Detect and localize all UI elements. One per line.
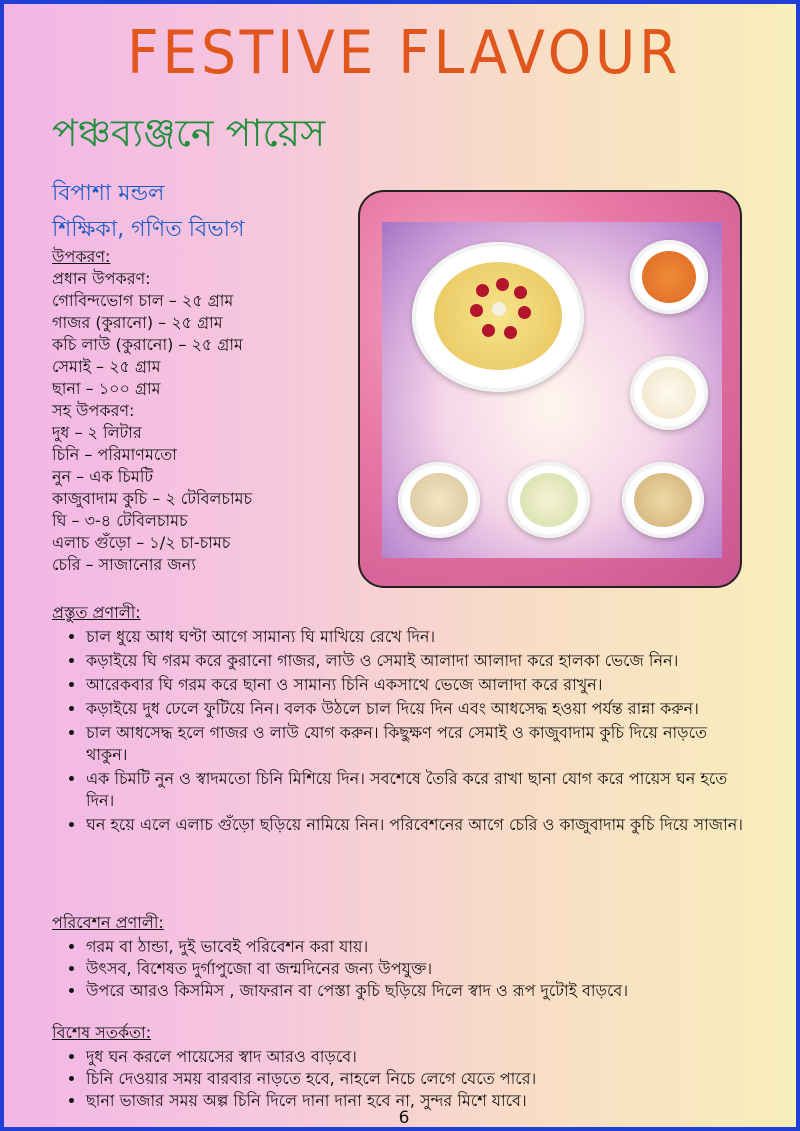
ingredients-section — [52, 246, 352, 576]
serving-item: • উৎসব, বিশেষত দুর্গাপুজো বা জন্মদিনের জন্য উপযুক্ত। — [86, 958, 752, 980]
caution-list — [52, 1046, 752, 1112]
serving-section — [52, 912, 752, 1002]
method-heading: প্রস্তুত প্রণালী: — [52, 603, 141, 622]
carrot-bowl — [630, 240, 708, 314]
method-step: • ঘন হয়ে এলে এলাচ গুঁড়ো ছড়িয়ে নামিয়ে নিন। পরিবেশনের আগে চেরি ও কাজুবাদাম কুচি দিয়ে সাজান। — [86, 814, 752, 836]
method-step: • এক চিমটি নুন ও স্বাদমতো চিনি মিশিয়ে দিন। সবশেষে তৈরি করে রাখা ছানা যোগ করে পায়েস ঘন হতে দিন। — [86, 768, 752, 812]
ingredient-item: নুন – এক চিমটি — [52, 467, 154, 486]
serving-item: • গরম বা ঠান্ডা, দুই ভাবেই পরিবেশন করা যায়। — [86, 936, 752, 958]
recipe-photo — [358, 190, 742, 588]
gourd-bowl — [508, 462, 590, 538]
ingredient-item: এলাচ গুঁড়ো – ১/২ চা-চামচ — [52, 533, 231, 552]
ingredient-item: কাজুবাদাম কুচি – ২ টেবিলচামচ — [52, 489, 253, 508]
vermicelli-bowl — [622, 462, 704, 538]
ingredient-item: ঘি – ৩-৪ টেবিলচামচ — [52, 511, 188, 530]
method-step: • চাল ধুয়ে আধ ঘণ্টা আগে সামান্য ঘি মাখিয়ে রেখে দিন। — [86, 626, 752, 648]
caution-item: • ছানা ভাজার সময় অল্প চিনি দিলে দানা দানা হবে না, সুন্দর মিশে যাবে। — [86, 1090, 752, 1112]
payesh-bowl — [412, 242, 584, 392]
page-number: 6 — [398, 1108, 410, 1128]
method-list — [52, 626, 752, 836]
photo-background — [382, 222, 722, 558]
ingredient-item: কচি লাউ (কুরানো) – ২৫ গ্রাম — [52, 335, 243, 354]
page-title: FESTIVE FLAVOUR — [126, 18, 682, 88]
caution-item: • চিনি দেওয়ার সময় বারবার নাড়তে হবে, নাহলে নিচে লেগে যেতে পারে। — [86, 1068, 752, 1090]
method-section — [52, 602, 752, 838]
ingredient-item: দুধ – ২ লিটার — [52, 423, 142, 442]
method-step: • চাল আধসেদ্ধ হলে গাজর ও লাউ যোগ করুন। কিছুক্ষণ পরে সেমাই ও কাজুবাদাম কুচি দিয়ে নাড়তে থাকুন। — [86, 722, 752, 766]
ingredient-item: গাজর (কুরানো) – ২৫ গ্রাম — [52, 313, 223, 332]
ingredient-item: ছানা – ১০০ গ্রাম — [52, 379, 161, 398]
author-name: বিপাশা মন্ডল — [52, 181, 165, 206]
serving-item: • উপরে আরও কিসমিস , জাফরান বা পেস্তা কুচি ছড়িয়ে দিলে স্বাদ ও রূপ দুটোই বাড়বে। — [86, 980, 752, 1002]
rice-bowl — [398, 462, 480, 538]
ingredient-item: গোবিন্দভোগ চাল – ২৫ গ্রাম — [52, 291, 234, 310]
caution-heading: বিশেষ সতর্কতা: — [52, 1023, 152, 1042]
author-designation: শিক্ষিকা, গণিত বিভাগ — [52, 217, 245, 242]
author-block — [52, 176, 244, 248]
ingredient-item: চিনি – পরিমাণমতো — [52, 445, 177, 464]
method-step: • আরেকবার ঘি গরম করে ছানা ও সামান্য চিনি একসাথে ভেজে আলাদা করে রাখুন। — [86, 674, 752, 696]
method-step: • কড়াইয়ে ঘি গরম করে কুরানো গাজর, লাউ ও সেমাই আলাদা আলাদা করে হালকা ভেজে নিন। — [86, 650, 752, 672]
serving-list — [52, 936, 752, 1002]
serving-heading: পরিবেশন প্রণালী: — [52, 913, 164, 932]
caution-item: • দুধ ঘন করলে পায়েসের স্বাদ আরও বাড়বে। — [86, 1046, 752, 1068]
secondary-ingredients-heading: সহ উপকরণ: — [52, 401, 135, 420]
ingredient-item: সেমাই – ২৫ গ্রাম — [52, 357, 161, 376]
caution-section — [52, 1022, 752, 1112]
main-ingredients-heading: প্রধান উপকরণ: — [52, 269, 151, 288]
method-step: • কড়াইয়ে দুধ ঢেলে ফুটিয়ে নিন। বলক উঠলে চাল দিয়ে দিন এবং আধসেদ্ধ হওয়া পর্যন্ত রান্না করুন। — [86, 698, 752, 720]
chhana-bowl — [630, 356, 708, 430]
ingredient-item: চেরি – সাজানোর জন্য — [52, 555, 196, 574]
ingredients-heading: উপকরণ: — [52, 247, 111, 266]
recipe-title: পঞ্চব্যঞ্জনে পায়েস — [52, 111, 326, 155]
